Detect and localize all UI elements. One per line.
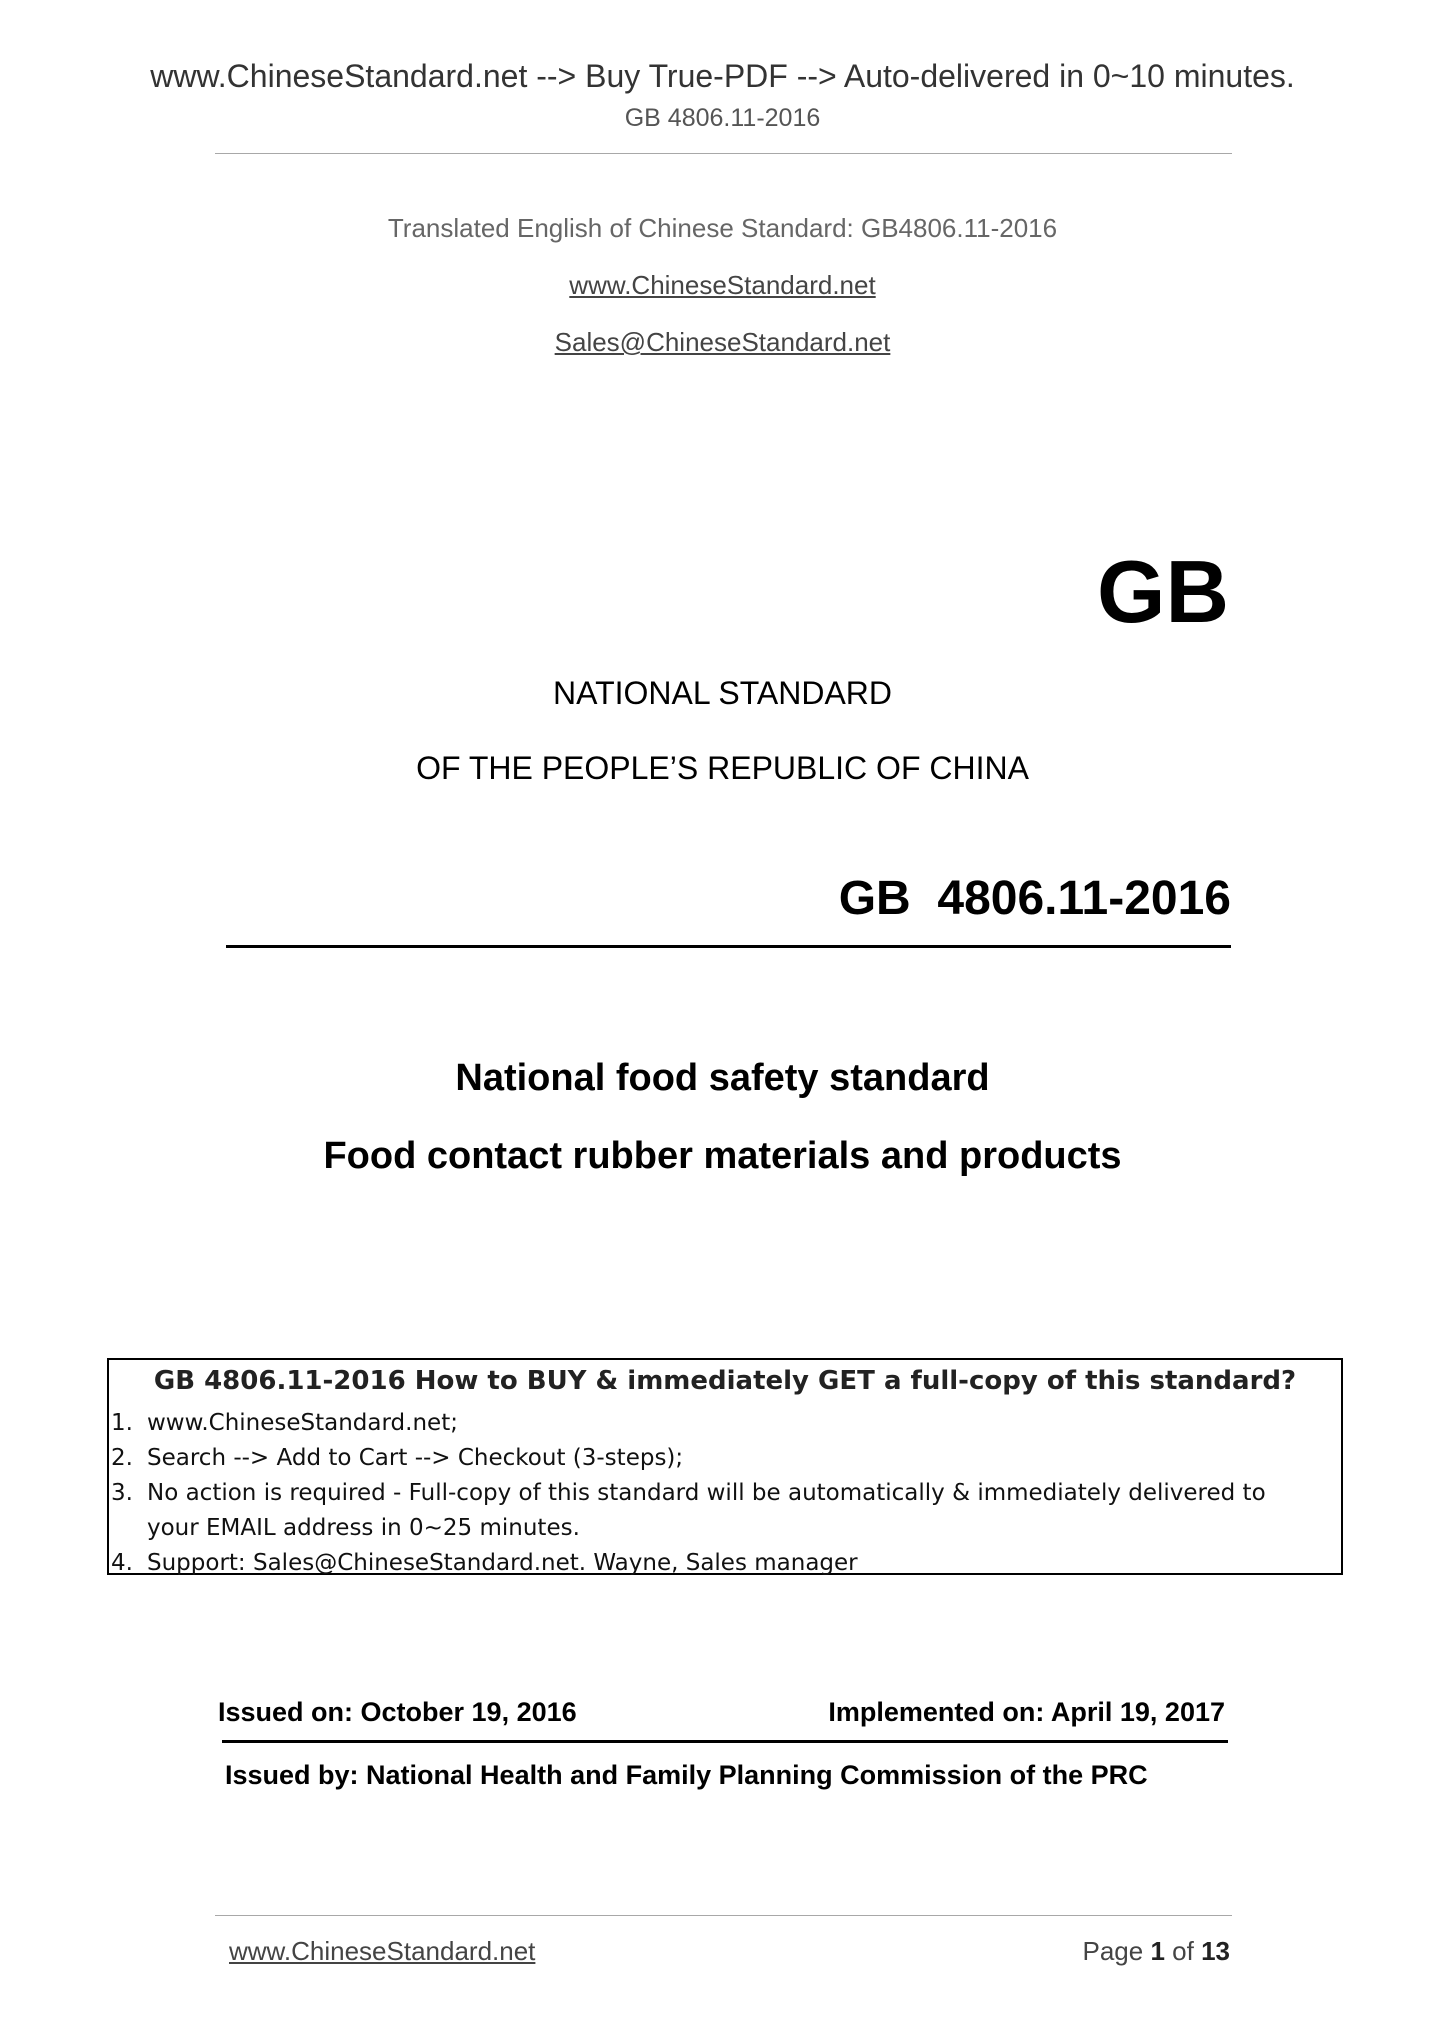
purchase-step: 1. www.ChineseStandard.net; [111, 1410, 458, 1436]
footer-divider [215, 1915, 1232, 1916]
footer-website-link[interactable]: www.ChineseStandard.net [229, 1936, 536, 1966]
purchase-step-text: No action is required - Full-copy of this standard will be automatically & immediately delivered to [147, 1480, 1266, 1506]
purchase-step-text: www.ChineseStandard.net; [147, 1410, 458, 1436]
total-page-count: 13 [1201, 1936, 1230, 1966]
gb-mark: GB [1097, 542, 1229, 641]
purchase-step: 3. No action is required - Full-copy of this standard will be automatically & immediately delivered to [111, 1480, 1266, 1506]
purchase-step: 4. Support: Sales@ChineseStandard.net. Wayne, Sales manager [111, 1550, 858, 1576]
implemented-on-date: Implemented on: April 19, 2017 [828, 1697, 1225, 1727]
standard-number: GB 4806.11-2016 [838, 872, 1231, 925]
purchase-step-text: Search --> Add to Cart --> Checkout (3-steps); [147, 1445, 684, 1471]
translated-note: Translated English of Chinese Standard: GB4806.11-2016 [387, 213, 1058, 243]
document-title-line1: National food safety standard [455, 1057, 990, 1099]
issue-divider [222, 1740, 1228, 1743]
purchase-step-continuation: your EMAIL address in 0~25 minutes. [147, 1515, 580, 1541]
document-title-line2: Food contact rubber materials and products [323, 1135, 1122, 1177]
purchase-steps-list [111, 1406, 1339, 1581]
website-link[interactable]: www.ChineseStandard.net [569, 270, 876, 300]
purchase-instructions-box [107, 1358, 1343, 1575]
header-banner: www.ChineseStandard.net --> Buy True-PDF --> Auto-delivered in 0~10 minutes. [150, 58, 1295, 94]
purchase-step: 2. Search --> Add to Cart --> Checkout (3-steps); [111, 1445, 684, 1471]
page-indicator: Page 1 of 13 [1082, 1936, 1230, 1966]
issuing-authority: Issued by: National Health and Family Planning Commission of the PRC [225, 1760, 1148, 1790]
current-page-number: 1 [1150, 1936, 1165, 1966]
purchase-step-text: Support: Sales@ChineseStandard.net. Wayne, Sales manager [147, 1550, 858, 1576]
purchase-box-title: GB 4806.11-2016 How to BUY & immediately GET a full-copy of this standard? [153, 1366, 1297, 1396]
header-divider [215, 153, 1232, 154]
country-heading: OF THE PEOPLE’S REPUBLIC OF CHINA [416, 750, 1029, 786]
national-standard-heading: NATIONAL STANDARD [553, 675, 892, 711]
email-link[interactable]: Sales@ChineseStandard.net [554, 327, 891, 357]
standard-number-rule [226, 945, 1231, 948]
header-standard-code: GB 4806.11-2016 [624, 104, 821, 132]
issued-on-date: Issued on: October 19, 2016 [218, 1697, 577, 1727]
